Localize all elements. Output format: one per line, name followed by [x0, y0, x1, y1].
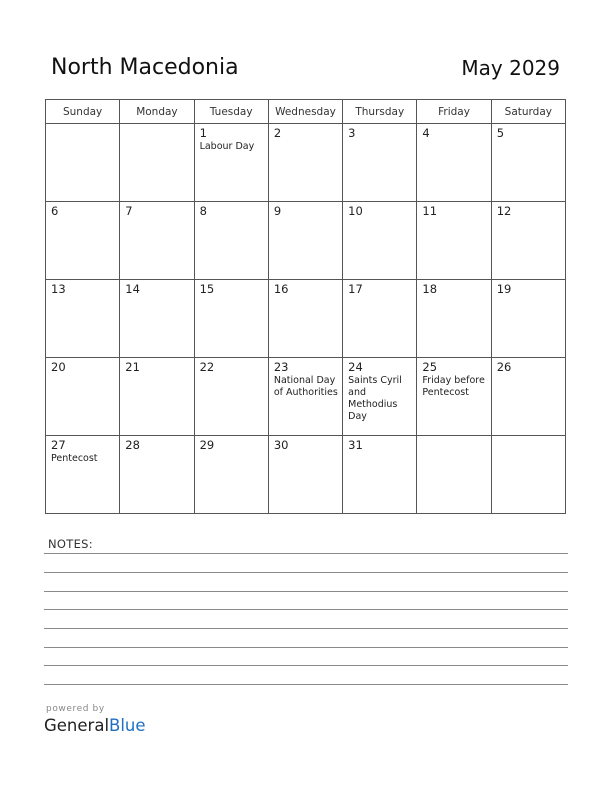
day-cell[interactable]: [46, 280, 120, 358]
day-number: 1: [199, 126, 207, 140]
holiday-label: Labour Day: [199, 141, 255, 152]
day-number: 22: [199, 360, 215, 374]
day-number: 23: [273, 360, 289, 374]
notes-line: [44, 609, 568, 610]
day-cell[interactable]: [343, 124, 417, 202]
week-row: [46, 436, 566, 514]
day-cell[interactable]: [343, 358, 417, 436]
day-cell[interactable]: [268, 280, 342, 358]
holiday-label: Pentecost: [51, 453, 98, 464]
day-number: 7: [125, 204, 133, 218]
day-cell[interactable]: [491, 358, 565, 436]
day-cell[interactable]: [268, 124, 342, 202]
day-cell[interactable]: [194, 202, 268, 280]
day-number: 24: [348, 360, 363, 374]
day-number: 20: [51, 360, 66, 374]
day-cell[interactable]: [491, 202, 565, 280]
weekday-header: Friday: [417, 100, 491, 124]
weekday-header: Thursday: [343, 100, 417, 124]
month-year: May 2029: [461, 56, 560, 80]
holiday-label: Friday before Pentecost: [422, 375, 485, 398]
week-row: [46, 280, 566, 358]
day-cell[interactable]: [194, 436, 268, 514]
notes-line: [44, 647, 568, 648]
day-number: 13: [51, 282, 66, 296]
day-number: 25: [422, 360, 438, 374]
day-cell[interactable]: [268, 436, 342, 514]
notes-line: [44, 553, 568, 554]
day-number: 29: [199, 438, 215, 452]
day-number: 3: [348, 126, 356, 140]
weekday-header: Sunday: [46, 100, 120, 124]
day-number: 5: [496, 126, 505, 140]
day-number: 16: [273, 282, 289, 296]
week-row: [46, 124, 566, 202]
weekday-header: Monday: [120, 100, 194, 124]
day-number: 15: [199, 282, 215, 296]
day-cell[interactable]: [417, 280, 491, 358]
notes-line: [44, 628, 568, 629]
weekday-header: Wednesday: [268, 100, 342, 124]
day-number: 28: [125, 438, 140, 452]
notes-line: [44, 591, 568, 592]
notes-line: [44, 665, 568, 666]
day-number: 9: [273, 204, 282, 218]
day-cell[interactable]: [194, 124, 268, 202]
day-number: 2: [273, 126, 282, 140]
day-cell[interactable]: [120, 202, 194, 280]
notes-line: [44, 572, 568, 573]
day-number: 12: [496, 204, 512, 218]
day-cell[interactable]: [120, 280, 194, 358]
day-number: 21: [125, 360, 140, 374]
day-cell[interactable]: [417, 202, 491, 280]
day-number: 17: [348, 282, 363, 296]
day-number: 18: [422, 282, 438, 296]
day-cell[interactable]: [194, 280, 268, 358]
week-row: [46, 202, 566, 280]
week-row: [46, 358, 566, 436]
day-cell[interactable]: [343, 202, 417, 280]
day-number: 8: [199, 204, 207, 218]
notes-label: NOTES:: [48, 537, 93, 551]
holiday-label: Saints Cyril and Methodius Day: [348, 375, 402, 422]
day-cell[interactable]: [268, 358, 342, 436]
day-cell[interactable]: [46, 358, 120, 436]
weekday-header-row: [46, 100, 566, 124]
notes-line: [44, 684, 568, 685]
day-cell[interactable]: [46, 202, 120, 280]
day-cell[interactable]: [343, 436, 417, 514]
day-cell[interactable]: [120, 436, 194, 514]
weekday-header: Saturday: [491, 100, 565, 124]
generalblue-logo[interactable]: [44, 716, 146, 735]
day-cell[interactable]: [491, 124, 565, 202]
day-number: 4: [422, 126, 430, 140]
day-number: 26: [496, 360, 512, 374]
day-cell[interactable]: [268, 202, 342, 280]
powered-by-text: powered by: [46, 704, 105, 714]
logo-general: General: [44, 716, 110, 735]
day-cell[interactable]: [46, 124, 120, 202]
day-number: 19: [496, 282, 512, 296]
weekday-header: Tuesday: [194, 100, 268, 124]
country-title: North Macedonia: [51, 55, 239, 80]
day-cell[interactable]: [120, 124, 194, 202]
day-cell[interactable]: [343, 280, 417, 358]
day-number: 14: [125, 282, 140, 296]
day-cell[interactable]: [417, 124, 491, 202]
day-number: 10: [348, 204, 363, 218]
day-cell[interactable]: [417, 436, 491, 514]
logo-blue: Blue: [109, 716, 146, 735]
day-cell[interactable]: [120, 358, 194, 436]
day-cell[interactable]: [491, 280, 565, 358]
day-number: 11: [422, 204, 438, 218]
day-number: 30: [273, 438, 289, 452]
day-number: 31: [348, 438, 363, 452]
day-number: 27: [51, 438, 66, 452]
calendar-grid: [45, 99, 566, 514]
day-cell[interactable]: [46, 436, 120, 514]
day-cell[interactable]: [194, 358, 268, 436]
day-cell[interactable]: [417, 358, 491, 436]
day-number: 6: [51, 204, 59, 218]
holiday-label: National Day of Authorities: [273, 375, 338, 398]
day-cell[interactable]: [491, 436, 565, 514]
